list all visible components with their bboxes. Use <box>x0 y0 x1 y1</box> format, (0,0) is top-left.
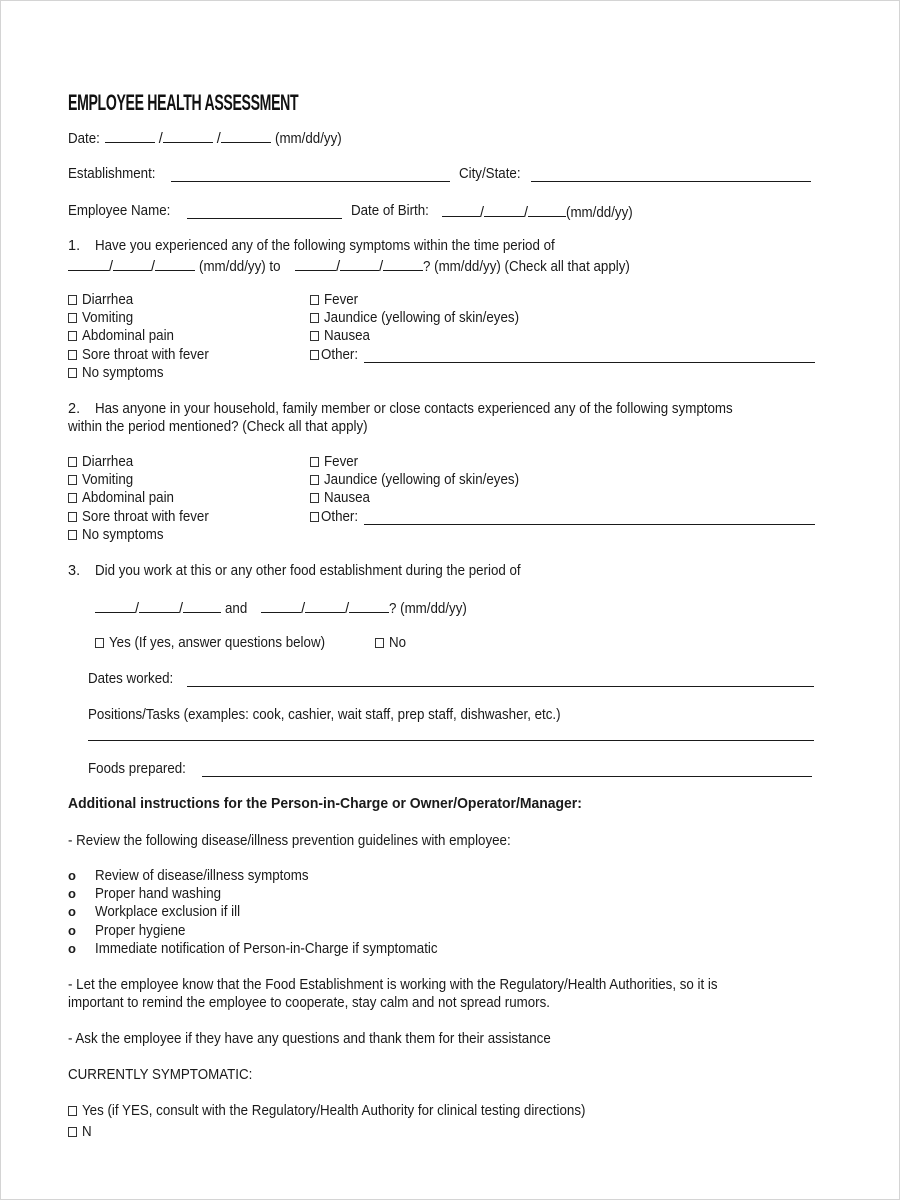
checkbox-icon[interactable] <box>68 512 77 522</box>
checkbox-icon[interactable] <box>375 638 384 648</box>
checkbox-icon[interactable] <box>68 1127 77 1137</box>
q3-to-month[interactable] <box>261 598 301 613</box>
q2-option-abdominal-pain[interactable]: Abdominal pain <box>68 489 220 507</box>
date-label: Date: <box>68 131 100 147</box>
currently-symptomatic-label: CURRENTLY SYMPTOMATIC: <box>68 1067 253 1083</box>
q3-to-day[interactable] <box>305 598 345 613</box>
q1-options-right <box>310 291 536 364</box>
q3-yes-option[interactable]: Yes (If yes, answer questions below) <box>95 635 371 651</box>
q1-option-sore-throat[interactable]: Sore throat with fever <box>68 346 220 364</box>
city-state-row <box>459 165 526 183</box>
checkbox-icon[interactable] <box>68 295 77 305</box>
foods-prepared-label: Foods prepared: <box>88 761 186 777</box>
bullet-icon: o <box>68 904 76 920</box>
ask-line: - Ask the employee if they have any questions and thank them for their assistance <box>68 1031 551 1047</box>
checkbox-icon[interactable] <box>310 350 319 360</box>
dates-worked-row <box>88 670 181 688</box>
establishment-label: Establishment: <box>68 166 156 182</box>
q1-range-to-suffix: ? (mm/dd/yy) (Check all that apply) <box>423 259 631 275</box>
guideline-item: o Immediate notification of Person-in-Charge if symptomatic <box>68 940 438 957</box>
currently-symptomatic-no-cut[interactable]: N <box>68 1125 108 1129</box>
date-format-hint: (mm/dd/yy) <box>274 131 342 147</box>
q2-number: 2. <box>68 401 81 417</box>
date-month-field[interactable] <box>105 128 155 143</box>
q2-option-no-symptoms[interactable]: No symptoms <box>68 526 220 544</box>
q3-to-year[interactable] <box>349 598 389 613</box>
q3-from-year[interactable] <box>183 598 221 613</box>
q3-and-label: and <box>225 601 248 617</box>
checkbox-icon[interactable] <box>310 457 319 467</box>
q3-yes-no <box>95 634 408 652</box>
bullet-icon: o <box>68 886 76 902</box>
dob-row <box>351 202 441 220</box>
city-state-field[interactable] <box>531 181 811 182</box>
q2-text: 2. Has anyone in your household, family member or close contacts experienced any of the following symptoms <box>68 401 733 417</box>
q1-other-field[interactable] <box>364 362 815 363</box>
establishment-row <box>68 165 163 183</box>
dates-worked-label: Dates worked: <box>88 671 174 687</box>
guideline-item: o Proper hand washing <box>68 886 222 903</box>
instructions-heading: Additional instructions for the Person-in-Charge or Owner/Operator/Manager: <box>68 795 582 812</box>
foods-prepared-row <box>88 760 194 778</box>
foods-prepared-field[interactable] <box>202 776 812 777</box>
q1-to-year[interactable] <box>383 256 423 271</box>
dob-day-field[interactable] <box>484 202 524 217</box>
dob-month-field[interactable] <box>442 202 480 217</box>
q3-no-option[interactable]: No <box>375 635 408 651</box>
q1-from-year[interactable] <box>155 256 195 271</box>
checkbox-icon[interactable] <box>95 638 104 648</box>
q2-option-vomiting[interactable]: Vomiting <box>68 471 220 489</box>
q1-from-day[interactable] <box>113 256 151 271</box>
employee-name-row <box>68 202 179 220</box>
q1-option-fever[interactable]: Fever <box>310 291 536 309</box>
dob-year-field[interactable] <box>528 202 566 217</box>
q1-option-jaundice[interactable]: Jaundice (yellowing of skin/eyes) <box>310 309 536 327</box>
q3-text: 3. Did you work at this or any other food establishment during the period of <box>68 563 521 579</box>
date-day-field[interactable] <box>163 128 213 143</box>
q1-to-day[interactable] <box>340 256 379 271</box>
checkbox-icon[interactable] <box>68 493 77 503</box>
checkbox-icon[interactable] <box>68 368 77 378</box>
guideline-item: o Proper hygiene <box>68 922 186 939</box>
q2-option-diarrhea[interactable]: Diarrhea <box>68 453 220 471</box>
checkbox-icon[interactable] <box>310 331 319 341</box>
q2-other-field[interactable] <box>364 524 815 525</box>
guidelines-list <box>68 867 467 958</box>
q1-range: / / (mm/dd/yy) to / / ? (mm/dd/yy) (Check all that apply) <box>68 256 648 276</box>
dob-separator: / <box>524 205 529 221</box>
date-separator: / <box>158 131 163 147</box>
q1-options-left <box>68 291 220 382</box>
checkbox-icon[interactable] <box>68 530 77 540</box>
q2-option-other[interactable]: Other: <box>310 508 536 526</box>
checkbox-icon[interactable] <box>68 331 77 341</box>
date-separator: / <box>216 131 221 147</box>
dob-label: Date of Birth: <box>351 203 429 219</box>
positions-row <box>88 706 602 724</box>
q1-to-month[interactable] <box>295 256 336 271</box>
q3-from-month[interactable] <box>95 598 135 613</box>
bullet-icon: o <box>68 922 76 938</box>
positions-label: Positions/Tasks (examples: cook, cashier, wait staff, prep staff, dishwasher, etc.) <box>88 707 561 723</box>
currently-symptomatic-yes[interactable]: Yes (if YES, consult with the Regulatory/Health Authority for clinical testing directions) <box>68 1102 629 1120</box>
q2-option-fever[interactable]: Fever <box>310 453 536 471</box>
q2-text-line2: within the period mentioned? (Check all that apply) <box>68 419 368 435</box>
dob-format-hint: (mm/dd/yy) <box>566 205 633 221</box>
q1-option-nausea[interactable]: Nausea <box>310 327 536 345</box>
q3-range: / / and / / ? (mm/dd/yy) <box>95 598 474 618</box>
date-year-field[interactable] <box>221 128 271 143</box>
employee-name-label: Employee Name: <box>68 203 171 219</box>
guideline-item: o Workplace exclusion if ill <box>68 904 241 921</box>
q1-option-other[interactable]: Other: <box>310 346 536 364</box>
q3-from-day[interactable] <box>139 598 179 613</box>
q2-options-right <box>310 453 536 526</box>
review-intro: - Review the following disease/illness prevention guidelines with employee: <box>68 833 511 849</box>
bullet-icon: o <box>68 940 76 956</box>
checkbox-icon[interactable] <box>310 313 319 323</box>
q2-option-nausea[interactable]: Nausea <box>310 489 536 507</box>
checkbox-icon[interactable] <box>68 350 77 360</box>
date-row <box>68 128 347 148</box>
checkbox-icon[interactable] <box>310 295 319 305</box>
establishment-field[interactable] <box>171 181 450 182</box>
checkbox-icon[interactable] <box>68 457 77 467</box>
inform-paragraph: - Let the employee know that the Food Establishment is working with the Regulatory/Health Authorities, so it is important to remind the employee to cooperate, stay calm and not spread rumors. <box>68 977 718 1011</box>
checkbox-icon[interactable] <box>310 512 319 522</box>
guideline-item: o Review of disease/illness symptoms <box>68 868 309 884</box>
q1-from-month[interactable] <box>68 256 109 271</box>
checkbox-icon[interactable] <box>68 313 77 323</box>
dates-worked-field[interactable] <box>187 686 814 687</box>
q3-range-suffix: ? (mm/dd/yy) <box>389 601 468 617</box>
q1-option-abdominal-pain[interactable]: Abdominal pain <box>68 327 220 345</box>
q1-number: 1. <box>68 238 81 254</box>
q2-option-sore-throat[interactable]: Sore throat with fever <box>68 508 220 526</box>
q1-option-diarrhea[interactable]: Diarrhea <box>68 291 220 309</box>
city-state-label: City/State: <box>459 166 521 182</box>
bullet-icon: o <box>68 868 76 883</box>
q2-option-jaundice[interactable]: Jaundice (yellowing of skin/eyes) <box>310 471 536 489</box>
checkbox-icon[interactable] <box>310 493 319 503</box>
q1-option-no-symptoms[interactable]: No symptoms <box>68 364 220 382</box>
page-title: EMPLOYEE HEALTH ASSESSMENT <box>68 90 299 115</box>
q1-text: 1. Have you experienced any of the following symptoms within the time period of <box>68 238 555 254</box>
q1-option-vomiting[interactable]: Vomiting <box>68 309 220 327</box>
checkbox-icon[interactable] <box>68 1106 77 1116</box>
dob-fields <box>442 202 639 222</box>
positions-field[interactable] <box>88 740 814 741</box>
checkbox-icon[interactable] <box>310 475 319 485</box>
employee-name-field[interactable] <box>187 218 342 219</box>
checkbox-icon[interactable] <box>68 475 77 485</box>
q3-number: 3. <box>68 563 81 579</box>
dob-separator: / <box>480 205 485 221</box>
q2-options-left <box>68 453 220 544</box>
q1-range-from-format: (mm/dd/yy) to <box>199 259 281 275</box>
